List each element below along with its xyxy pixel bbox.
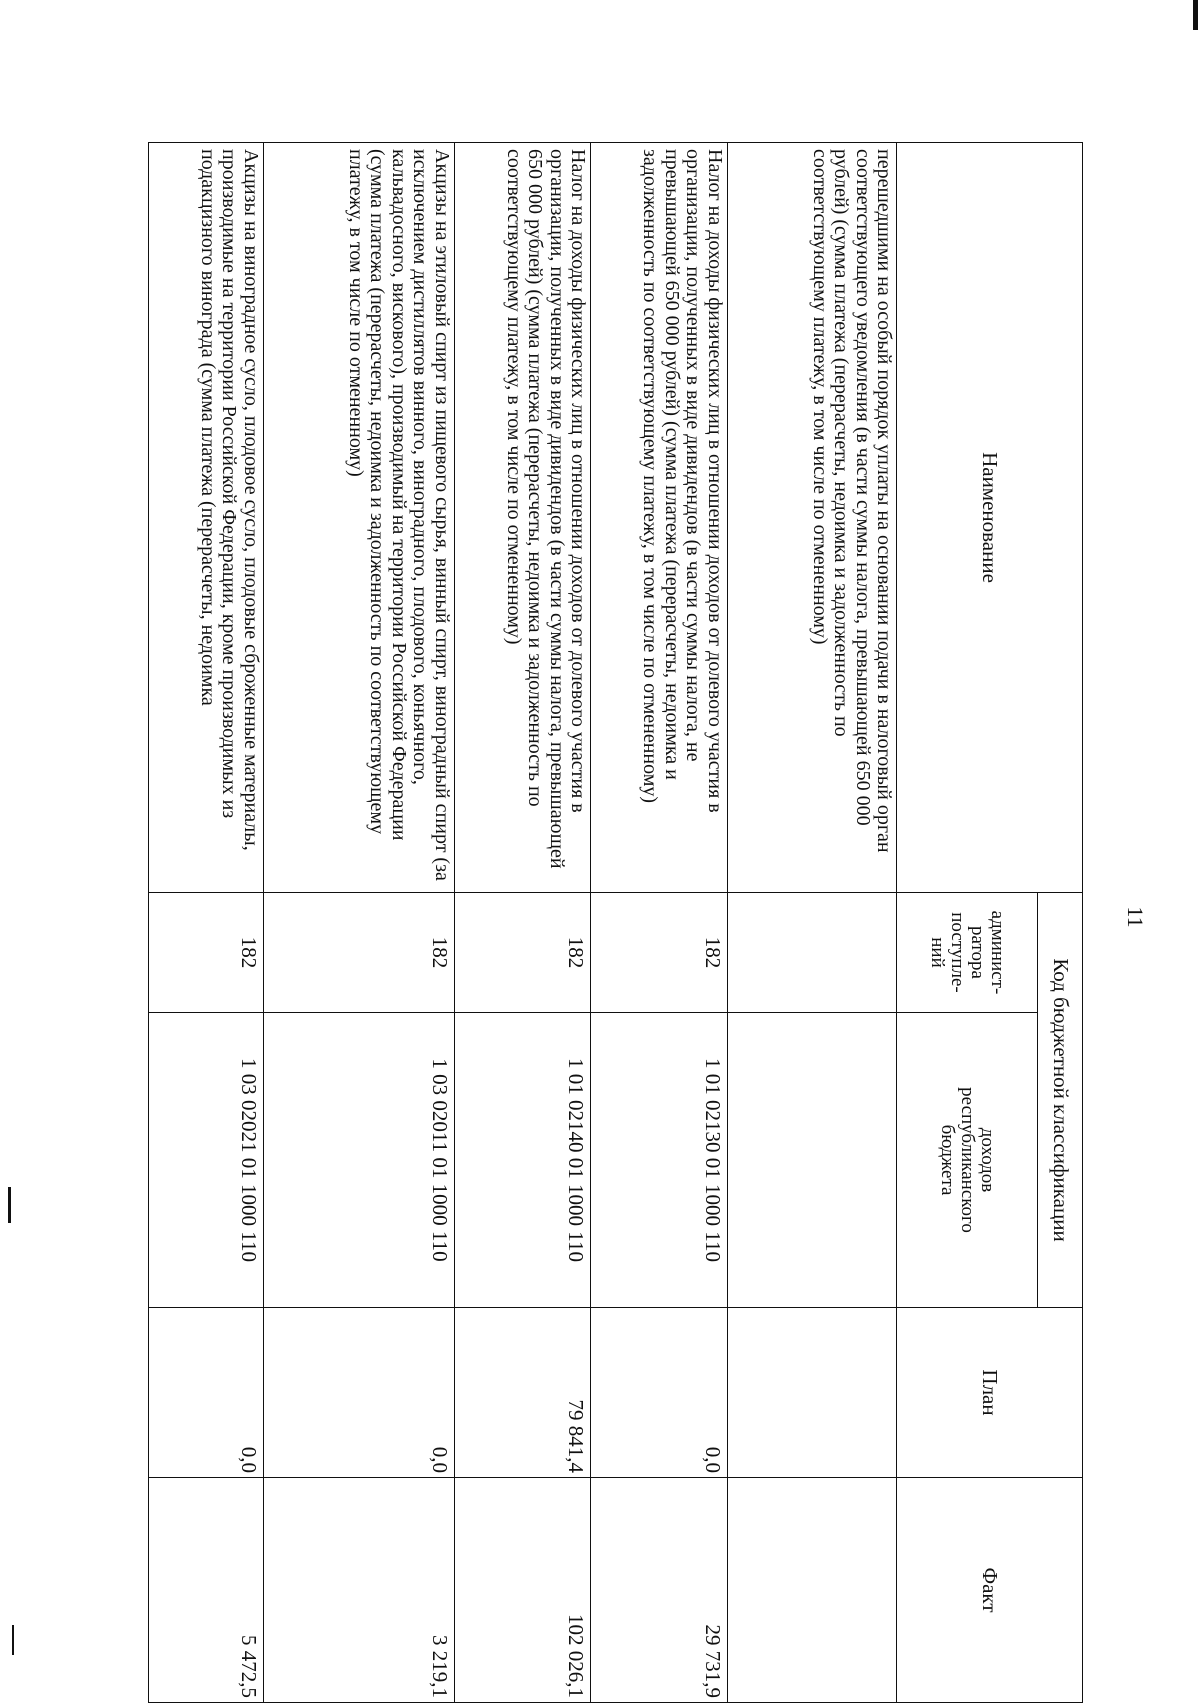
- row-plan: 0,0: [149, 1308, 264, 1478]
- table-row: [454, 143, 591, 1703]
- row-fact: 29 731,9: [591, 1478, 728, 1703]
- header-row-1: [1038, 143, 1083, 1703]
- scan-edge-mark-middle: [8, 1187, 11, 1223]
- row-administrator: [728, 893, 897, 1013]
- row-administrator: 182: [454, 893, 591, 1013]
- row-fact: [728, 1478, 897, 1703]
- header-income: доходов республиканского бюджета: [897, 1013, 1038, 1308]
- row-income-code: 1 03 02011 01 1000 110: [263, 1013, 454, 1308]
- row-name: Акцизы на этиловый спирт из пищевого сырья, винный спирт, виноградный спирт (за исключением дистиллятов винного, виноградного, плодового, коньячного, кальвадосного, вискового), производимый на территории Российской Федерации (сумма платежа (перерасчеты, недоимка и задолженность по соответствующему платежу, в том числе по отмененному): [263, 143, 454, 893]
- row-plan: 0,0: [591, 1308, 728, 1478]
- row-income-code: [728, 1013, 897, 1308]
- row-plan: 0,0: [263, 1308, 454, 1478]
- row-plan: 79 841,4: [454, 1308, 591, 1478]
- row-income-code: 1 01 02140 01 1000 110: [454, 1013, 591, 1308]
- row-name: Акцизы на виноградное сусло, плодовое сусло, плодовые сброженные материалы, производимые на территории Российской Федерации, кроме производимых из подакцизного винограда (сумма платежа (перерасчеты, недоимка: [149, 143, 264, 893]
- row-name: Налог на доходы физических лиц в отношении доходов от долевого участия в организации, полученных в виде дивидендов (в части суммы налога, превышающей 650 000 рублей) (сумма платежа (перерасчеты, недоимка и задолженность по соответствующему платежу, в том числе по отмененному): [454, 143, 591, 893]
- row-plan: [728, 1308, 897, 1478]
- table-row: [728, 143, 897, 1703]
- table-row: [263, 143, 454, 1703]
- header-administrator: админист- ратора поступле- ний: [897, 893, 1038, 1013]
- row-income-code: 1 01 02130 01 1000 110: [591, 1013, 728, 1308]
- row-fact: 3 219,1: [263, 1478, 454, 1703]
- header-plan: План: [897, 1308, 1083, 1478]
- row-administrator: 182: [591, 893, 728, 1013]
- table-row: [591, 143, 728, 1703]
- table-row: [149, 143, 264, 1703]
- row-administrator: 182: [263, 893, 454, 1013]
- row-name: Налог на доходы физических лиц в отношении доходов от долевого участия в организации, полученных в виде дивидендов (в части суммы налога, не превышающей 650 000 рублей) (сумма платежа (перерасчеты, недоимка и задолженность по соответствующему платежу, в том числе по отмененному): [591, 143, 728, 893]
- scan-edge-mark-bottom: [12, 1625, 14, 1655]
- row-fact: 5 472,5: [149, 1478, 264, 1703]
- rotated-table-container: [148, 142, 1083, 1702]
- row-income-code: 1 03 02021 01 1000 110: [149, 1013, 264, 1308]
- row-name: перешедшими на особый порядок уплаты на основании подачи в налоговый орган соответствующего уведомления (в части суммы налога, превышающей 650 000 рублей) (сумма платежа (перерасчеты, недоимка и задолженность по соответствующему платежу, в том числе по отмененному): [728, 143, 897, 893]
- header-fact: Факт: [897, 1478, 1083, 1703]
- header-name: Наименование: [897, 143, 1083, 893]
- row-administrator: 182: [149, 893, 264, 1013]
- scan-edge-mark-top: [1193, 0, 1198, 30]
- row-fact: 102 026,1: [454, 1478, 591, 1703]
- budget-table: [148, 142, 1083, 1703]
- header-code-group: Код бюджетной классификации: [1038, 893, 1083, 1308]
- page-number: 11: [1123, 906, 1148, 928]
